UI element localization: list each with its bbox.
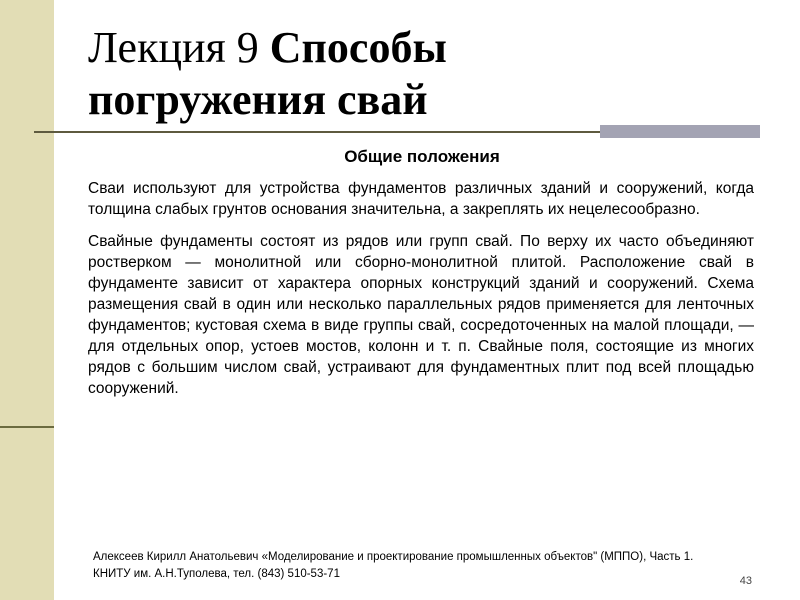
page-number: 43 bbox=[739, 575, 752, 587]
body-text bbox=[88, 178, 754, 410]
footer bbox=[93, 549, 743, 583]
section-heading: Общие положения bbox=[344, 147, 500, 166]
footer-line: КНИТУ им. А.Н.Туполева, тел. (843) 510-53-71 bbox=[93, 568, 340, 580]
footer-line: Алексеев Кирилл Анатольевич «Моделирование и проектирование промышленных объектов" (МППО), Часть 1. bbox=[93, 551, 694, 563]
side-divider bbox=[0, 426, 54, 428]
side-accent-bar bbox=[0, 0, 54, 600]
slide-title bbox=[88, 22, 768, 126]
title-regular: Лекция 9 bbox=[88, 23, 259, 72]
title-bold-line1: Способы bbox=[269, 23, 447, 72]
paragraph: Свайные фундаменты состоят из рядов или групп свай. По верху их часто объединяют ростверком — монолитной или сборно-монолитной плитой. Расположение свай в фундаменте зависит от характера опорных конструкций зданий и сооружений. Схема размещения свай в один или несколько параллельных рядов применяется для ленточных фундаментов; кустовая схема в виде группы свай, сосредоточенных на малой площади, — для отдельных опор, устоев мостов, колонн и т. п. Свайные поля, состоящие из многих рядов с большим числом свай, устраивают для фундаментных плит под всей площадью сооружений. bbox=[88, 233, 754, 397]
title-bold-line2: погружения свай bbox=[88, 75, 428, 124]
title-underline-accent bbox=[600, 125, 760, 138]
paragraph: Сваи используют для устройства фундаментов различных зданий и сооружений, когда толщина слабых грунтов основания значительна, а закреплять их нецелесообразно. bbox=[88, 180, 754, 218]
title-underline bbox=[34, 131, 600, 133]
